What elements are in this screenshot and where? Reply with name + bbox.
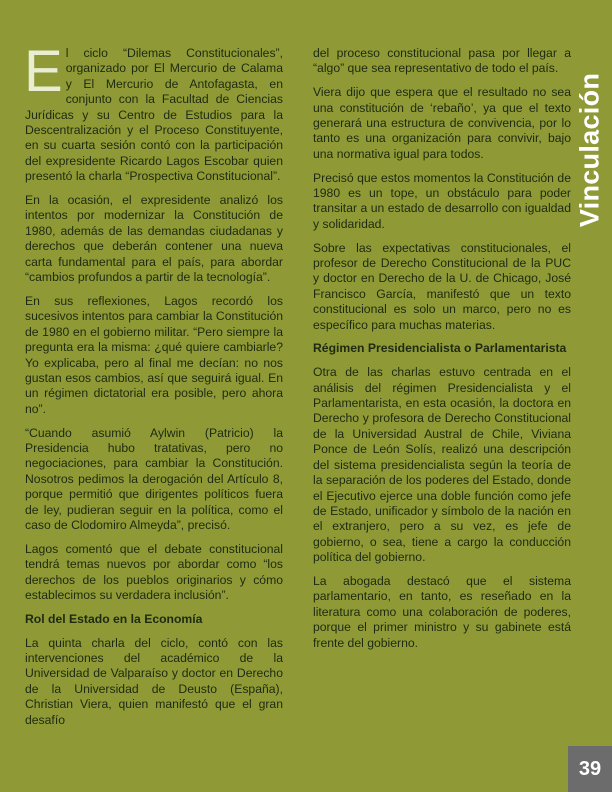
paragraph: Sobre las expectativas constitucionales, el profesor de Derecho Constitucional de la PUC y doctor en Derecho de la U. de Chicago, José Francisco García, manifestó que un texto constitucional es solo un marco, pero no es específico para muchas materias. xyxy=(313,240,571,332)
section-title: Vinculación xyxy=(574,72,605,228)
page-number: 39 xyxy=(568,746,612,792)
drop-cap: E xyxy=(24,39,63,104)
paragraph: Lagos comentó que el debate constitucional tendrá temas nuevos por abordar como “los derechos de los pueblos originarios y cómo establecimos su verdadera inclusión”. xyxy=(25,541,283,602)
paragraph: En sus reflexiones, Lagos recordó los sucesivos intentos para cambiar la Constitución de 1980 en el gobierno militar. “Pero siempre la pregunta era la misma: ¿qué quiere cambiarle? Yo explicaba, pero al final me decían: no nos gustan esos cambios, así que seguirá igual. En un régimen dictatorial era posible, pero ahora no”. xyxy=(25,293,283,416)
left-column xyxy=(24,39,283,736)
intro-paragraph xyxy=(24,39,283,185)
paragraph: La abogada destacó que el sistema parlamentario, en tanto, es reseñado en la literatura como una colaboración de poderes, porque el primer ministro y su gabinete está frente del gobierno. xyxy=(313,573,571,650)
section-heading: Régimen Presidencialista o Parlamentarista xyxy=(313,341,567,356)
paragraph: La quinta charla del ciclo, contó con las intervenciones del académico de la Universidad de Valparaíso y doctor en Derecho de la Universidad de Deusto (España), Christian Viera, quien manifestó que el gran desafío xyxy=(25,635,283,727)
section-title-vertical xyxy=(572,40,608,260)
paragraph: “Cuando asumió Aylwin (Patricio) la Presidencia hubo tratativas, pero no negociaciones, para cambiar la Constitución. Nosotros pedimos la derogación del Artículo 8, porque permitió que dirigentes políticos fuera de ley, pudieran seguir en la política, como el caso de Clodomiro Almeyda”, precisó. xyxy=(25,425,283,532)
intro-text: l ciclo “Dilemas Constitucionales”, organizado por El Mercurio de Calama y El Mercurio de Antofagasta, en conjunto con la Facultad de Ciencias Jurídicas y su Centro de Estudios para la Descentralización y el Proceso Constituyente, en su cuarta sesión contó con la participación del expresidente Ricardo Lagos Escobar quien presentó la charla “Prospectiva Constitucional”. xyxy=(25,46,283,184)
paragraph: del proceso constitucional pasa por llegar a “algo” que sea representativo de todo el país. xyxy=(313,46,571,76)
section-heading: Rol del Estado en la Economía xyxy=(25,611,203,626)
paragraph: Viera dijo que espera que el resultado no sea una constitución de ‘rebaño’, ya que el texto generará una estructura de convivencia, por lo tanto es una organización para convivir, bajo una normativa igual para todos. xyxy=(313,85,571,161)
right-column xyxy=(313,46,571,659)
paragraph: Otra de las charlas estuvo centrada en el análisis del régimen Presidencialista y el Parlamentarista, en esta ocasión, la doctora en Derecho y profesora de Derecho Constitucional de la Universidad Austral de Chile, Viviana Ponce de León Solís, realizó una descripción del sistema presidencialista según la teoría de la separación de los poderes del Estado, donde el Ejecutivo ejerce una doble función como jefe de Estado, unificador y símbolo de la nación en el extranjero, pero a su vez, es jefe de gobierno, o sea, tiene a cargo la conducción política del gobierno. xyxy=(313,365,571,565)
paragraph: Precisó que estos momentos la Constitución de 1980 es un tope, un obstáculo para poder transitar a un estado de desarrollo con igualdad y solidaridad. xyxy=(313,170,571,231)
paragraph: En la ocasión, el expresidente analizó los intentos por modernizar la Constitución de 1980, además de las demandas ciudadanas y derechos que deberán contener una nueva carta fundamental para el país, para abordar “cambios profundos a partir de la tecnología”. xyxy=(25,193,283,285)
